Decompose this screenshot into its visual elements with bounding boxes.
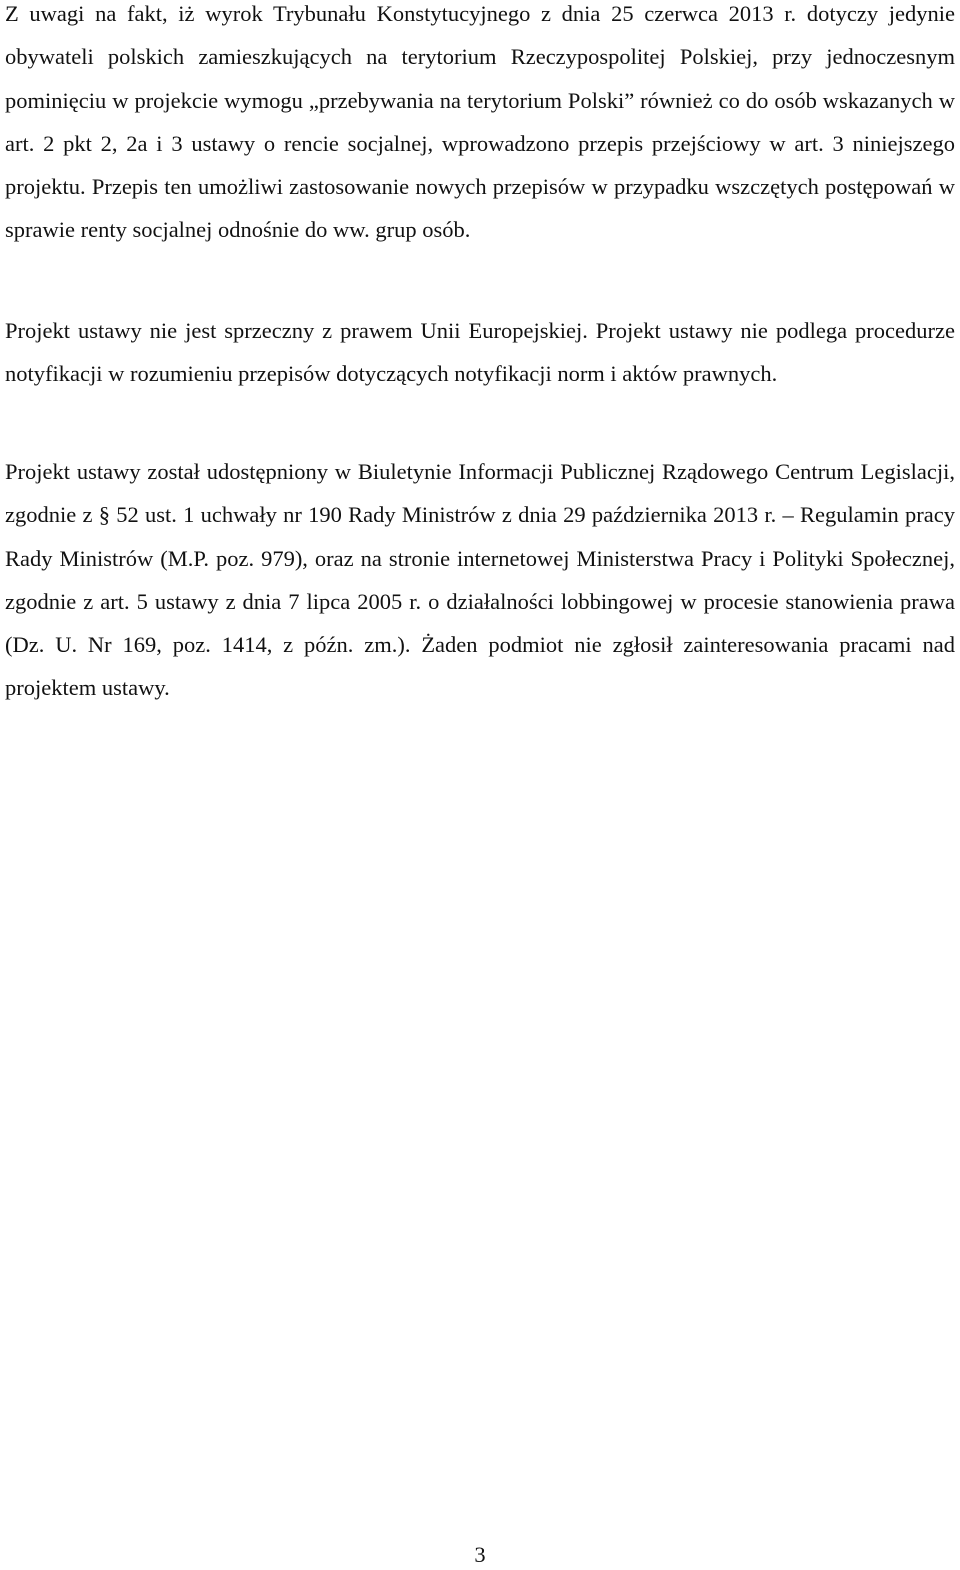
document-page (5, 0, 955, 1569)
paragraph-transitional-provision: Z uwagi na fakt, iż wyrok Trybunału Konstytucyjnego z dnia 25 czerwca 2013 r. dotyczy jedynie obywateli polskich zamieszkujących na terytorium Rzeczypospolitej Polskiej, przy jednoczesnym pominięciu w projekcie wymogu „przebywania na terytorium Polski” również co do osób wskazanych w art. 2 pkt 2, 2a i 3 ustawy o rencie socjalnej, wprowadzono przepis przejściowy w art. 3 niniejszego projektu. Przepis ten umożliwi zastosowanie nowych przepisów w przypadku wszczętych postępowań w sprawie renty socjalnej odnośnie do ww. grup osób. (5, 1, 955, 243)
paragraph-publication: Projekt ustawy został udostępniony w Biuletynie Informacji Publicznej Rządowego Centrum Legislacji, zgodnie z § 52 ust. 1 uchwały nr 190 Rady Ministrów z dnia 29 października 2013 r. – Regulamin pracy Rady Ministrów (M.P. poz. 979), oraz na stronie internetowej Ministerstwa Pracy i Polityki Społecznej, zgodnie z art. 5 ustawy z dnia 7 lipca 2005 r. o działalności lobbingowej w procesie stanowienia prawa (Dz. U. Nr 169, poz. 1414, z późn. zm.). Żaden podmiot nie zgłosił zainteresowania pracami nad projektem ustawy. (5, 459, 955, 701)
page-number: 3 (474, 1542, 486, 1567)
paragraph-eu-compliance: Projekt ustawy nie jest sprzeczny z prawem Unii Europejskiej. Projekt ustawy nie podlega procedurze notyfikacji w rozumieniu przepisów dotyczących notyfikacji norm i aktów prawnych. (5, 318, 955, 387)
